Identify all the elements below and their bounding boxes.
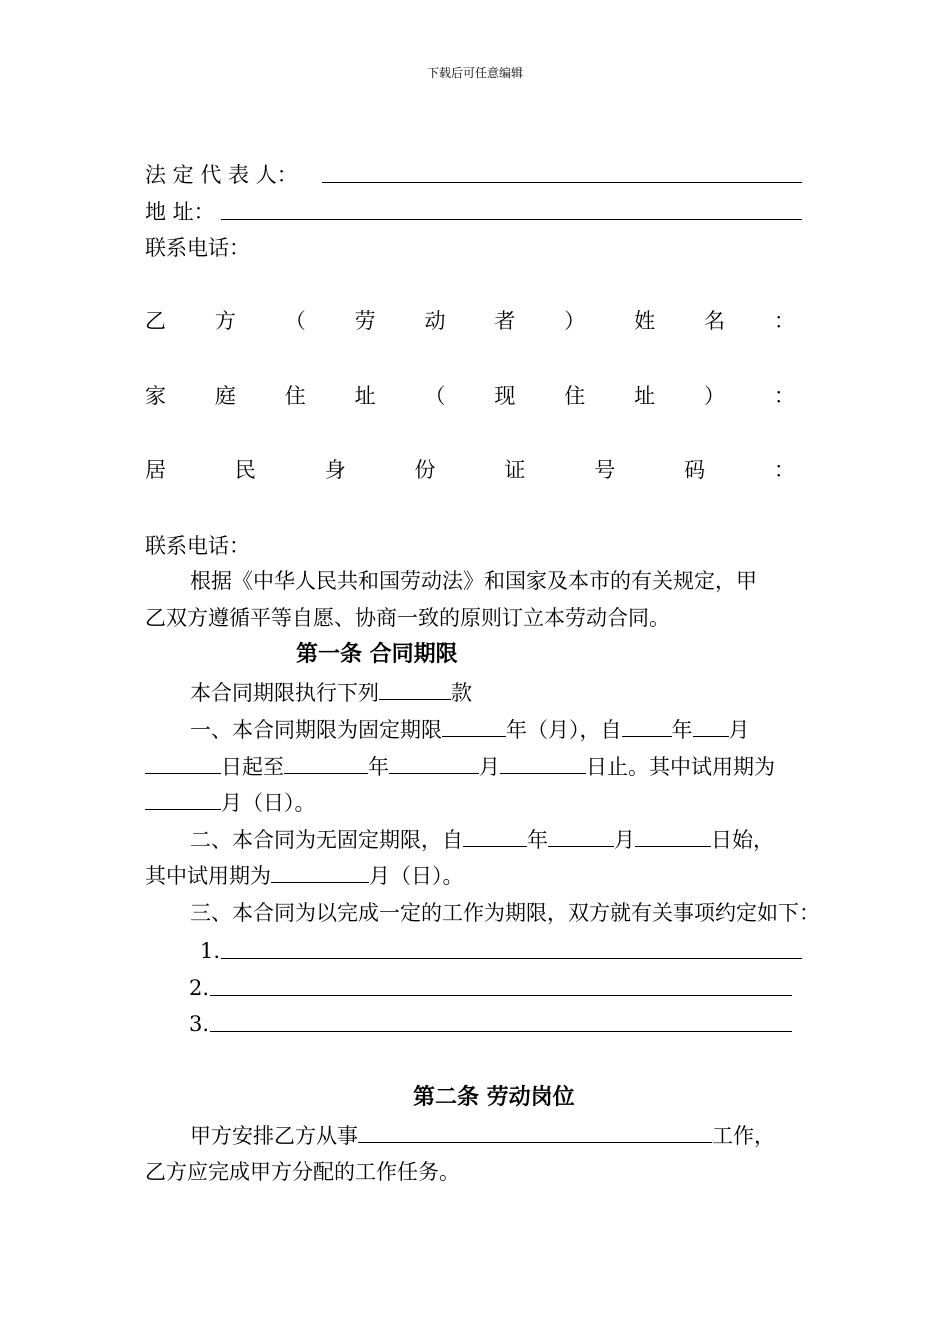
- item-3-blank: [210, 1031, 792, 1032]
- clause-2-text-f: 月（日）。: [369, 864, 464, 888]
- clause-2-line-2: [145, 862, 464, 889]
- article-2-line-2: 乙方应完成甲方分配的工作任务。: [145, 1160, 460, 1184]
- address-row: [145, 199, 215, 225]
- label-char: 码: [684, 458, 706, 482]
- clause-1-line-3: [145, 789, 316, 816]
- term-exec-suffix: 款: [451, 681, 472, 705]
- label-char: 身: [324, 458, 346, 482]
- article-2-text-b: 工作，: [712, 1124, 775, 1148]
- clause-1-text-f: 年: [368, 755, 389, 779]
- clause-1-text-h: 日止。其中试用期为: [586, 755, 775, 779]
- start-day-blank: [145, 753, 221, 774]
- label-char: 住: [564, 384, 586, 408]
- clause-2-text-a: 二、本合同为无固定期限，自: [190, 828, 463, 852]
- open-start-month-blank: [548, 826, 614, 847]
- clause-2-text-b: 年: [527, 828, 548, 852]
- clause-1-text-d: 月: [728, 718, 750, 742]
- clause-1-line-1: [190, 716, 750, 743]
- party-b-name-row: [145, 308, 795, 334]
- legal-rep-label: 法 定 代 表 人：: [145, 163, 298, 187]
- clause-1-text-e: 日起至: [221, 755, 284, 779]
- label-char: 动: [424, 309, 446, 333]
- article-1-title: 第一条 合同期限: [296, 642, 458, 667]
- term-exec-text: 本合同期限执行下列: [190, 681, 379, 705]
- open-start-day-blank: [635, 826, 711, 847]
- intro-line-1: 根据《中华人民共和国劳动法》和国家及本市的有关规定，甲: [190, 569, 757, 593]
- label-char: 民: [234, 458, 256, 482]
- open-probation-blank: [271, 862, 369, 883]
- label-char: 居: [145, 458, 166, 482]
- label-char: 住: [284, 384, 306, 408]
- party-b-id-row: [145, 457, 795, 483]
- label-char: 址: [634, 384, 656, 408]
- term-exec-line: [190, 679, 472, 706]
- item-3-label: 3.: [189, 1012, 210, 1036]
- label-char: 号: [594, 458, 616, 482]
- article-2-text-a: 甲方安排乙方从事: [190, 1124, 358, 1148]
- item-1-blank: [221, 958, 802, 959]
- label-char: 者: [494, 309, 516, 333]
- clause-2-text-e: 其中试用期为: [145, 864, 271, 888]
- end-day-blank: [500, 753, 586, 774]
- label-char: 家: [145, 384, 166, 408]
- label-char: 证: [504, 458, 526, 482]
- label-char: ：: [773, 384, 795, 408]
- open-start-year-blank: [463, 826, 527, 847]
- item-2-blank: [210, 995, 792, 996]
- legal-rep-row: [145, 162, 298, 188]
- legal-rep-blank: [322, 182, 802, 183]
- party-a-phone: 联系电话：: [145, 236, 250, 260]
- clause-2-text-c: 月: [614, 828, 635, 852]
- clause-1-line-2: [145, 753, 775, 780]
- label-char: 方: [214, 309, 236, 333]
- clause-3-line: 三、本合同为以完成一定的工作为期限，双方就有关事项约定如下：: [190, 901, 820, 925]
- label-char: 庭: [214, 384, 236, 408]
- end-year-blank: [284, 753, 368, 774]
- intro-line-2: 乙双方遵循平等自愿、协商一致的原则订立本劳动合同。: [145, 606, 670, 630]
- page-header: 下载后可任意编辑: [426, 66, 523, 80]
- article-2-title: 第二条 劳动岗位: [413, 1085, 575, 1110]
- label-char: 姓: [634, 309, 656, 333]
- probation-blank: [145, 789, 221, 810]
- address-blank: [221, 219, 802, 220]
- start-month-blank: [693, 716, 729, 737]
- party-b-phone: 联系电话：: [145, 534, 250, 558]
- address-label: 地 址：: [145, 200, 215, 224]
- clause-1-text-b: 年（月），自: [506, 718, 622, 742]
- label-char: ：: [773, 458, 795, 482]
- article-2-line-1: [190, 1122, 775, 1149]
- item-2-label: 2.: [189, 976, 210, 1000]
- label-char: ）: [704, 384, 725, 408]
- label-char: 劳: [354, 309, 376, 333]
- label-char: 乙: [145, 309, 166, 333]
- label-char: 名: [704, 309, 725, 333]
- party-b-address-row: [145, 383, 795, 409]
- item-1-label: 1.: [200, 939, 221, 963]
- label-char: 现: [494, 384, 516, 408]
- clause-1-text-i: 月（日）。: [221, 791, 316, 815]
- term-clause-blank: [379, 679, 451, 700]
- label-char: （: [424, 384, 446, 408]
- label-char: ：: [773, 309, 795, 333]
- clause-2-text-d: 日始，: [711, 828, 774, 852]
- clause-1-text-g: 月: [479, 755, 500, 779]
- label-char: 份: [414, 458, 436, 482]
- end-month-blank: [389, 753, 479, 774]
- fixed-term-blank: [442, 716, 506, 737]
- label-char: 址: [354, 384, 376, 408]
- label-char: ）: [564, 309, 586, 333]
- job-position-blank: [358, 1122, 712, 1143]
- label-char: （: [284, 309, 306, 333]
- clause-1-text-a: 一、本合同期限为固定期限: [190, 718, 442, 742]
- start-year-blank: [622, 716, 672, 737]
- clause-1-text-c: 年: [671, 718, 693, 742]
- clause-2-line-1: [190, 826, 774, 853]
